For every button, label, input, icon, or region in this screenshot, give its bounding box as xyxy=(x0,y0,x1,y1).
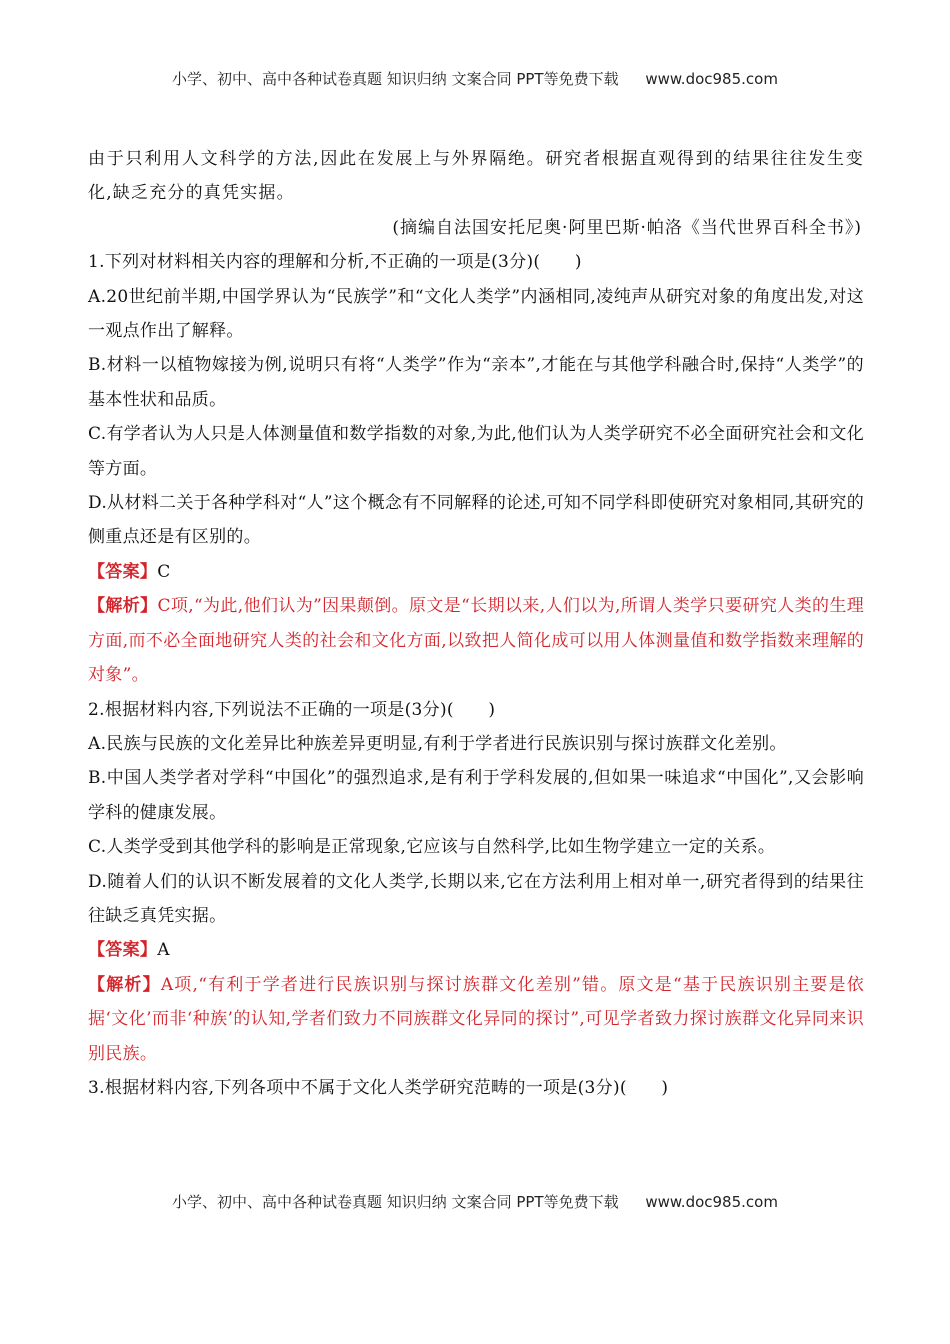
q1-answer-label: 【答案】 xyxy=(88,561,158,582)
q1-analysis-text: C项,“为此,他们认为”因果颠倒。原文是“长期以来,人们以为,所谓人类学只要研究人类的生理方面,而不必全面地研究人类的社会和文化方面,以致把人简化成可以用人体测量值和数学指数来理解的对象”。 xyxy=(88,596,864,686)
q2-analysis-text: A项,“有利于学者进行民族识别与探讨族群文化差别”错。原文是“基于民族识别主要是依据‘文化’而非‘种族’的认知,学者们致力不同族群文化异同的探讨”,可见学者致力探讨族群文化异同来识别民族。 xyxy=(88,974,864,1064)
q2-option-a: A.民族与民族的文化差异比种族差异更明显,有利于学者进行民族识别与探讨族群文化差别。 xyxy=(88,733,787,754)
q2-stem: 2.根据材料内容,下列说法不正确的一项是(3分)( ) xyxy=(88,699,496,720)
q1-analysis-label: 【解析】 xyxy=(88,596,158,617)
q2-option-d: D.随着人们的认识不断发展着的文化人类学,长期以来,它在方法利用上相对单一,研究者得到的结果往往缺乏真凭实据。 xyxy=(88,871,864,926)
q1-answer xyxy=(88,555,864,589)
footer-url[interactable]: www.doc985.com xyxy=(645,1193,778,1211)
passage-text: 由于只利用人文科学的方法,因此在发展上与外界隔绝。研究者根据直观得到的结果往往发生变化,缺乏充分的真凭实据。 xyxy=(88,149,864,204)
q2-answer-value: A xyxy=(157,940,170,961)
footer-text: 小学、初中、高中各种试卷真题 知识归纳 文案合同 PPT等免费下载 xyxy=(172,1193,619,1211)
q1-option-d: D.从材料二关于各种学科对“人”这个概念有不同解释的论述,可知不同学科即使研究对象相同,其研究的侧重点还是有区别的。 xyxy=(88,493,864,548)
passage-source: (摘编自法国安托尼奥·阿里巴斯·帕洛《当代世界百科全书》) xyxy=(392,217,862,238)
q1-analysis xyxy=(88,589,864,692)
q1-option-c: C.有学者认为人只是人体测量值和数学指数的对象,为此,他们认为人类学研究不必全面研究社会和文化等方面。 xyxy=(88,424,864,479)
q2-analysis-label: 【解析】 xyxy=(88,974,161,995)
q2-answer xyxy=(88,933,864,967)
header-text: 小学、初中、高中各种试卷真题 知识归纳 文案合同 PPT等免费下载 xyxy=(172,70,619,88)
q2-option-b: B.中国人类学者对学科“中国化”的强烈追求,是有利于学科发展的,但如果一味追求“中国化”,又会影响学科的健康发展。 xyxy=(88,768,864,823)
q2-analysis xyxy=(88,968,864,1071)
q1-option-a: A.20世纪前半期,中国学界认为“民族学”和“文化人类学”内涵相同,凌纯声从研究对象的角度出发,对这一观点作出了解释。 xyxy=(88,286,864,342)
q1-answer-value: C xyxy=(157,561,171,582)
q3-stem: 3.根据材料内容,下列各项中不属于文化人类学研究范畴的一项是(3分)( ) xyxy=(88,1077,669,1098)
q2-option-c: C.人类学受到其他学科的影响是正常现象,它应该与自然科学,比如生物学建立一定的关系。 xyxy=(88,837,776,858)
page-header xyxy=(0,68,950,89)
q1-option-b: B.材料一以植物嫁接为例,说明只有将“人类学”作为“亲本”,才能在与其他学科融合时,保持“人类学”的基本性状和品质。 xyxy=(88,355,864,410)
q1-stem: 1.下列对材料相关内容的理解和分析,不正确的一项是(3分)( ) xyxy=(88,252,582,273)
page-footer xyxy=(0,1191,950,1212)
q2-answer-label: 【答案】 xyxy=(88,940,158,961)
document-body xyxy=(88,142,864,1105)
header-url[interactable]: www.doc985.com xyxy=(645,70,778,88)
